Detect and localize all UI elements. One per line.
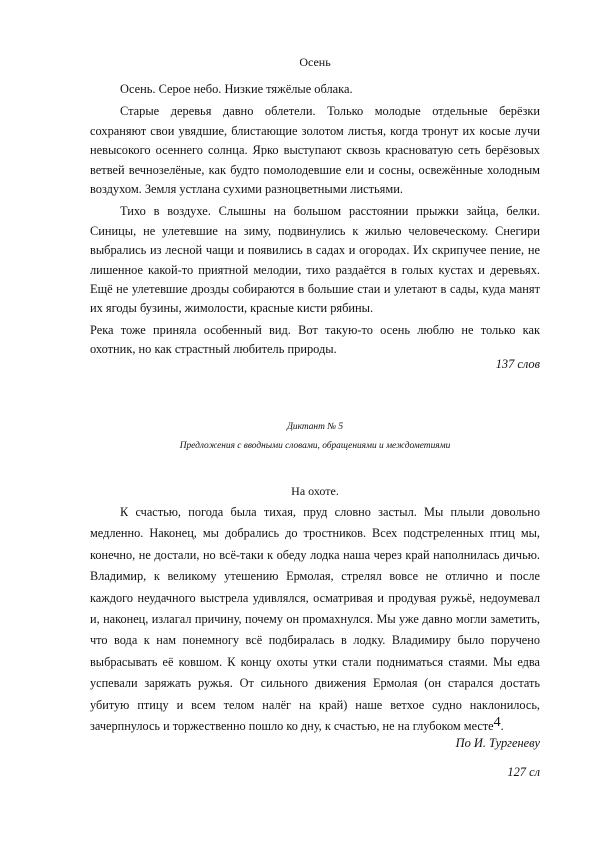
text2-author: По И. Тургеневу <box>455 736 540 750</box>
text1-title: Осень <box>299 55 331 69</box>
text1-paragraph-1: Осень. Серое небо. Низкие тяжёлые облака. <box>120 82 353 96</box>
text1-paragraph-2: Старые деревья давно облетели. Только молодые отдельные берёзки сохраняют свои увядшие, блистающие золотом листья, когда тронут их косые лучи невысокого осеннего солнца. Ярко выступают сквозь красноватую сеть берёзовых ветвей вечнозелёные, как будто помолодевшие ели и сосны, освежённые холодным воздухом. Земля устлана сухими разноцветными листьями. <box>90 104 540 197</box>
text2-word-count: 127 сл <box>507 765 540 779</box>
footnote-mark: 4 <box>493 715 501 731</box>
text2-final-period: . <box>500 719 504 734</box>
dictation-subtitle: Предложения с вводными словами, обращениями и междометиями <box>179 441 451 451</box>
text2-title: На охоте. <box>291 484 339 498</box>
text1-body <box>90 80 540 360</box>
text1-word-count: 137 слов <box>495 357 540 371</box>
text2-paragraph <box>90 502 540 737</box>
text1-paragraph-3: Тихо в воздухе. Слышны на большом расстоянии прыжки зайца, белки. Синицы, не улетевшие на зиму, подвинулись к жилью человеческому. Снегири выбрались из лесной чащи и появились в садах и огородах. Их скрипучее пение, не лишенное какой-то приятной мелодии, тихо раздаётся в голых кустах и деревьях. Ещё не улетевшие дрозды собираются в большие стаи и улетают в сады, куда манят их ягоды бузины, жимолости, красные кисти рябины. <box>90 204 540 316</box>
text2-paragraph-text: К счастью, погода была тихая, пруд словно застыл. Мы плыли довольно медленно. Наконец, мы добрались до тростников. Всех подстреленных птиц мы, конечно, не достали, но всё-таки к обеду лодка наша через край наполнилась дичью. Владимир, к великому утешению Ермолая, стрелял вовсе не отлично и после каждого неудачного выстрела удивлялся, осматривая и продувая ружьё, недоумевал и, наконец, излагал причину, почему он промахнулся. Мы уже давно могли заметить, что вода к нам понемногу всё подбиралась в лодку. Владимиру было поручено выбрасывать её ковшом. К концу охоты утки стали подниматься стаями. Мы едва успевали заряжать ружья. От сильного движения Ермолая (он старался достать убитую птицу и всем телом налёг на край) наше ветхое судно наклонилось, зачерпнулось и торжественно пошло ко дну, к счастью, не на глубоком месте <box>90 505 540 734</box>
text1-paragraph-4: Река тоже приняла особенный вид. Вот такую-то осень люблю не только как охотник, но как страстный любитель природы. <box>90 322 540 357</box>
dictation-heading: Диктант № 5 <box>286 422 344 432</box>
text2-body <box>90 502 540 737</box>
